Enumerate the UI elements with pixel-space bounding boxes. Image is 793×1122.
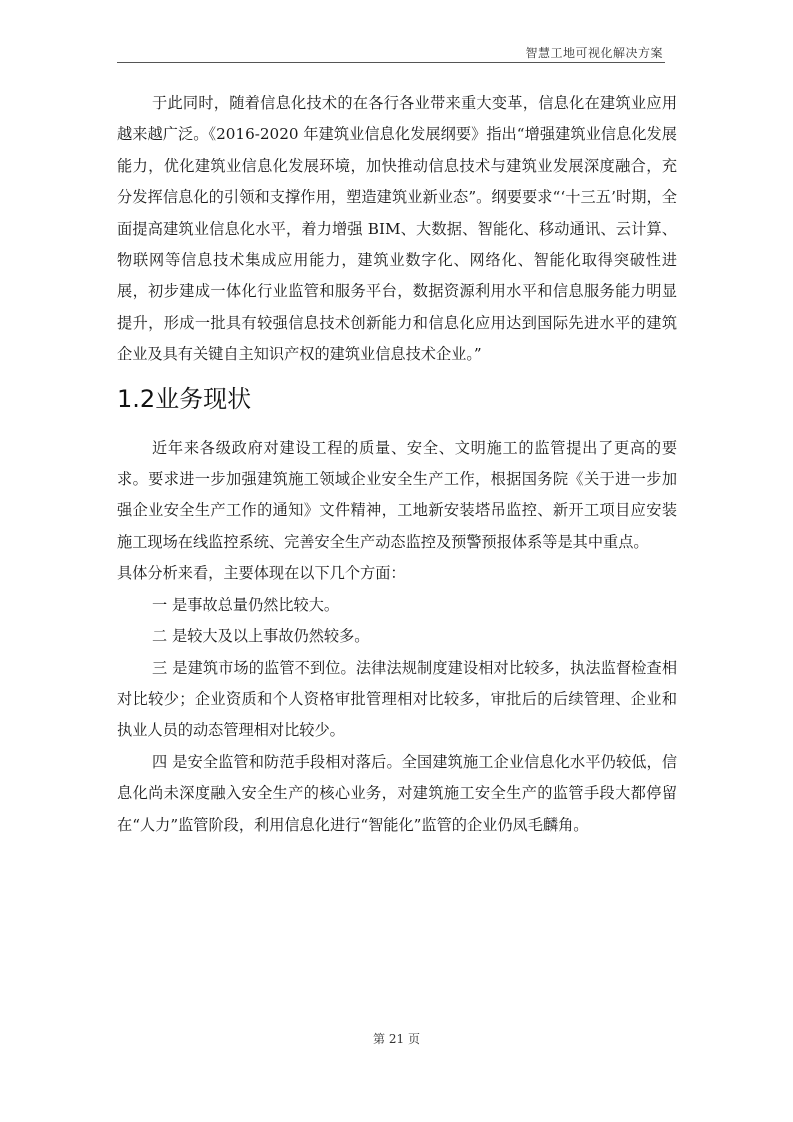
point-4 xyxy=(117,747,677,841)
point-number: 二 xyxy=(152,627,168,646)
point-number: 四 xyxy=(152,752,168,771)
point-1 xyxy=(117,590,677,621)
intro-paragraph: 于此同时，随着信息化技术的在各行各业带来重大变革，信息化在建筑业应用越来越广泛。《2016-2020 年建筑业信息化发展纲要》指出“增强建筑业信息化发展能力，优化建筑业信息化发展环境，加快推动信息技术与建筑业发展深度融合，充分发挥信息化的引领和支撑作用，塑造建筑业新业态”。纲要要求“‘十三五’时期，全面提高建筑业信息化水平，着力增强 BIM、大数据、智能化、移动通讯、云计算、物联网等信息技术集成应用能力，建筑业数字化、网络化、智能化取得突破性进展，初步建成一体化行业监管和服务平台，数据资源利用水平和信息服务能力明显提升，形成一批具有较强信息技术创新能力和信息化应用达到国际先进水平的建筑企业及具有关键自主知识产权的建筑业信息技术企业。” xyxy=(117,94,677,364)
point-text: 是安全监管和防范手段相对落后。全国建筑施工企业信息化水平仍较低，信息化尚未深度融入安全生产的核心业务，对建筑施工安全生产的监管手段大都停留在“人力”监管阶段，利用信息化进行“智能化”监管的企业仍凤毛麟角。 xyxy=(117,752,678,834)
point-text: 是较大及以上事故仍然较多。 xyxy=(172,627,370,646)
analysis-intro: 具体分析来看，主要体现在以下几个方面： xyxy=(117,564,406,583)
page-number: 第 21 页 xyxy=(373,1032,420,1046)
point-text: 是事故总量仍然比较大。 xyxy=(172,595,340,614)
point-number: 一 xyxy=(152,595,168,614)
point-number: 三 xyxy=(152,658,168,677)
point-2 xyxy=(117,621,677,652)
running-header-title: 智慧工地可视化解决方案 xyxy=(525,46,663,60)
section-heading: 1.2业务现状 xyxy=(117,384,252,413)
point-text: 是建筑市场的监管不到位。法律法规制度建设相对比较多，执法监督检查相对比较少；企业资质和个人资格审批管理相对比较多，审批后的后续管理、企业和执业人员的动态管理相对比较少。 xyxy=(117,658,678,740)
point-3 xyxy=(117,653,677,747)
section-paragraph: 近年来各级政府对建设工程的质量、安全、文明施工的监管提出了更高的要求。要求进一步加强建筑施工领域企业安全生产工作，根据国务院《关于进一步加强企业安全生产工作的通知》文件精神，工地新安装塔吊监控、新开工项目应安装施工现场在线监控系统、完善安全生产动态监控及预警预报体系等是其中重点。 xyxy=(117,438,677,551)
header-divider xyxy=(117,62,665,63)
page-body xyxy=(117,88,677,841)
